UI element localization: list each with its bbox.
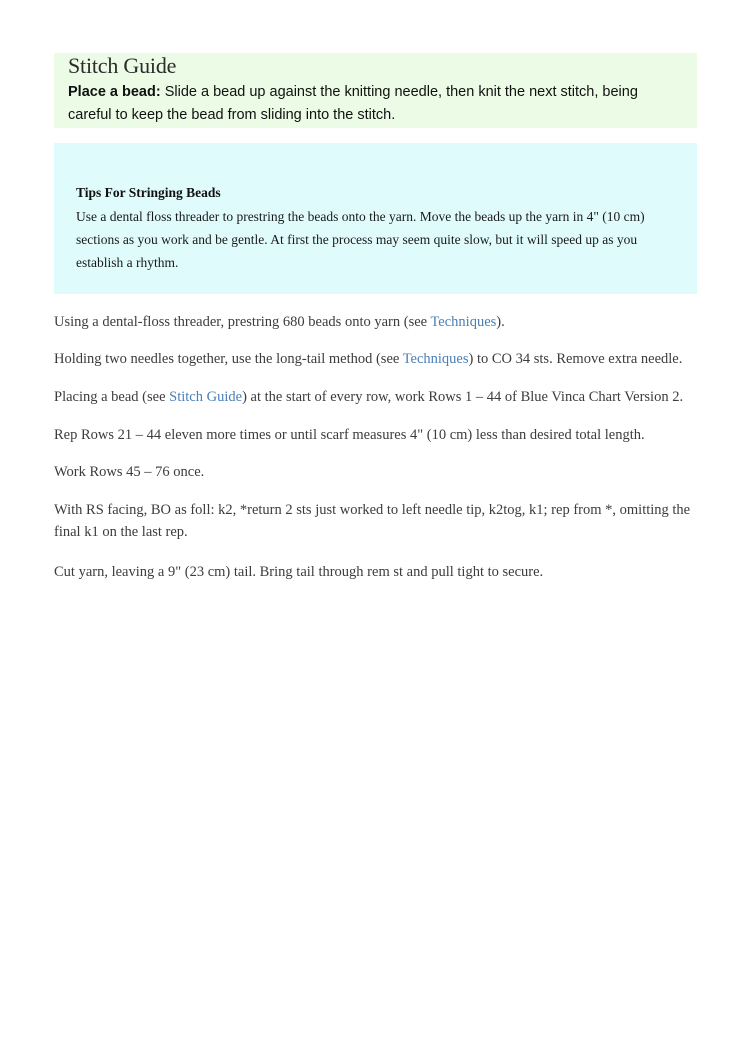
stitch-guide-box xyxy=(54,53,697,128)
techniques-link[interactable]: Techniques xyxy=(402,351,469,367)
instruction-repeat-rows: Rep Rows 21 – 44 eleven more times or until scarf measures 4" (10 cm) less than desired total length. xyxy=(54,427,645,443)
place-bead-label: Place a bead: xyxy=(68,84,161,100)
instruction-prestring xyxy=(54,311,704,333)
instruction-text: ) to CO 34 sts. Remove extra needle. xyxy=(468,351,683,367)
instruction-place-bead xyxy=(54,386,704,408)
tips-title: Tips For Stringing Beads xyxy=(76,185,221,200)
tips-text: Use a dental floss threader to prestring the beads onto the yarn. Move the beads up the yarn in 4" (10 cm) sections as you work and be gentle. At first the process may seem quite slow, but it will speed up as you establish a rhythm. xyxy=(76,209,645,270)
instruction-finish: Cut yarn, leaving a 9" (23 cm) tail. Bring tail through rem st and pull tight to secure. xyxy=(54,564,544,580)
instruction-text: ) at the start of every row, work Rows 1 – 44 of Blue Vinca Chart Version 2. xyxy=(242,389,684,405)
tips-box xyxy=(54,143,697,294)
place-bead-text: Slide a bead up against the knitting needle, then knit the next stitch, being careful to keep the bead from sliding into the stitch. xyxy=(68,84,638,123)
instruction-text: Holding two needles together, use the long-tail method (see xyxy=(54,351,403,367)
place-bead-instruction xyxy=(68,81,683,127)
instruction-bind-off: With RS facing, BO as foll: k2, *return 2 sts just worked to left needle tip, k2tog, k1; rep from *, omitting the final k1 on the last rep. xyxy=(54,502,691,540)
stitch-guide-title: Stitch Guide xyxy=(68,53,177,78)
instruction-work-rows: Work Rows 45 – 76 once. xyxy=(54,464,205,480)
instruction-text: Placing a bead (see xyxy=(54,389,170,405)
techniques-link[interactable]: Techniques xyxy=(430,314,497,330)
instruction-cast-on xyxy=(54,348,704,370)
stitch-guide-link[interactable]: Stitch Guide xyxy=(169,389,243,405)
instruction-text: Using a dental-floss threader, prestring 680 beads onto yarn (see xyxy=(54,314,431,330)
instruction-text: ). xyxy=(496,314,505,330)
